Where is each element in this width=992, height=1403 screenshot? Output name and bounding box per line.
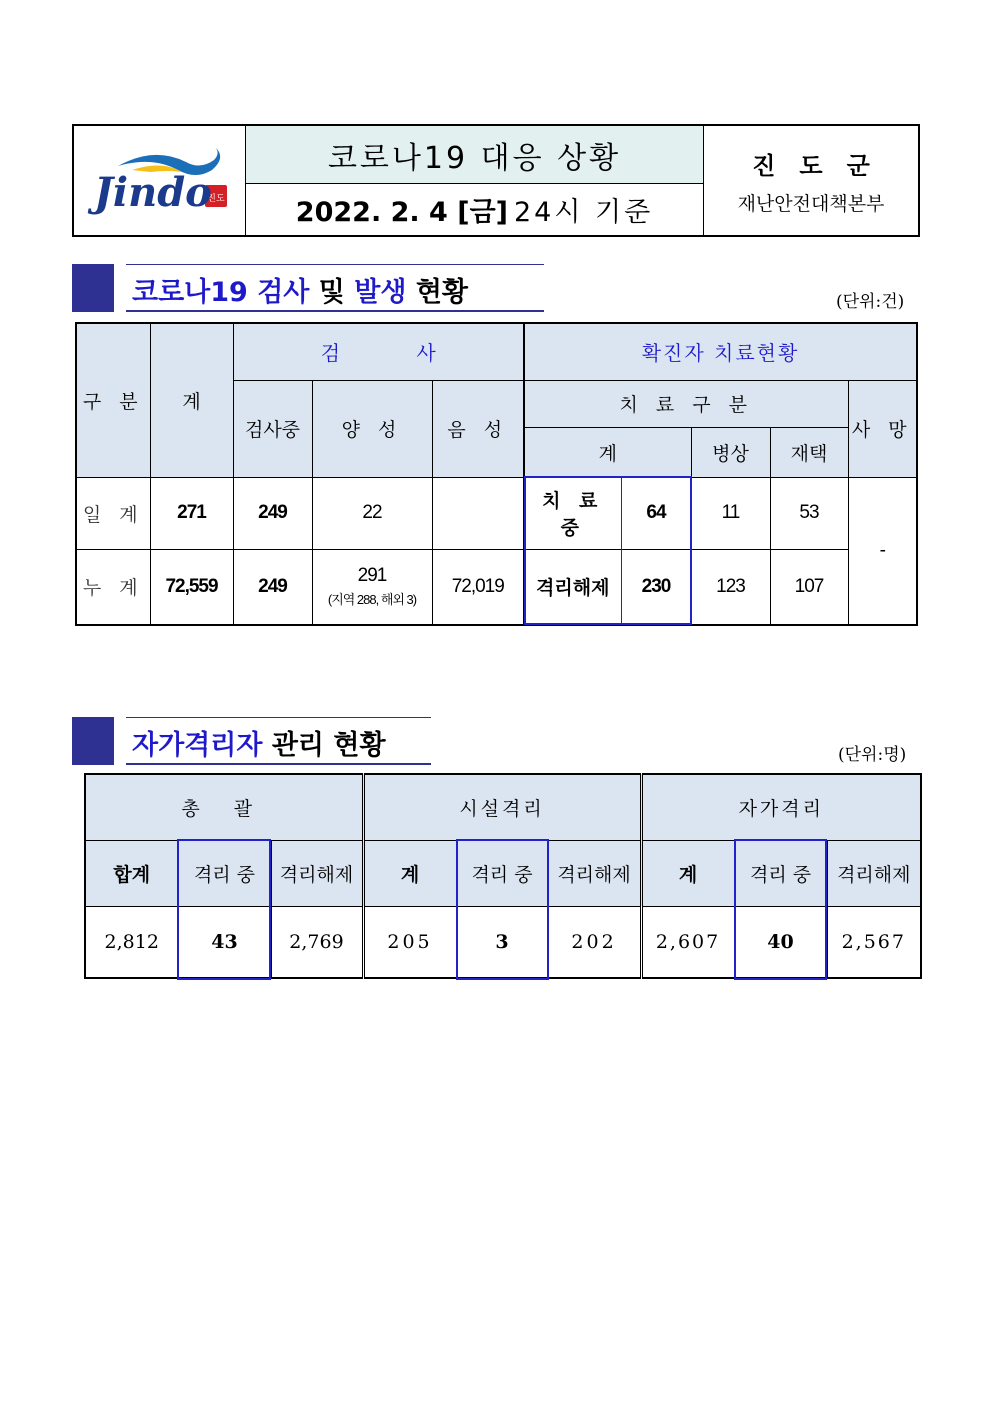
- row-negative: [432, 477, 524, 549]
- section2-overline: [126, 717, 431, 718]
- sub-header: 격리 중: [456, 840, 548, 906]
- death-value: -: [848, 477, 917, 625]
- section1-marker: [72, 264, 114, 312]
- logo-cell: [74, 126, 246, 235]
- header-category: 구 분: [76, 323, 150, 477]
- header-death: 사 망: [848, 380, 917, 477]
- row-positive-detail: (지역 288, 해외 3): [327, 592, 417, 608]
- section2-title-part2: 관리 현황: [262, 730, 386, 761]
- value-cell: 40: [734, 906, 827, 978]
- header-test: 검 사: [233, 323, 524, 380]
- section1-overline: [126, 264, 544, 265]
- row-home: 53: [770, 477, 848, 549]
- table-row: [76, 549, 917, 625]
- header-home: 재택: [770, 427, 848, 477]
- row-status-count: 230: [621, 549, 691, 625]
- header-confirmed: 확진자 치료현황: [524, 323, 917, 380]
- section2-title-part1: 자가격리자: [132, 730, 263, 761]
- section1-title-part2: 및: [309, 277, 355, 308]
- value-cell: 2,567: [827, 906, 921, 978]
- row-status: 치 료 중: [524, 477, 621, 549]
- header-negative: 음 성: [432, 380, 524, 477]
- header-hospital: 병상: [691, 427, 770, 477]
- quarantine-table: [84, 773, 922, 979]
- value-cell: 2,769: [271, 906, 363, 978]
- sub-header: 격리해제: [271, 840, 363, 906]
- sub-header: 합계: [85, 840, 178, 906]
- sub-header: 격리해제: [548, 840, 641, 906]
- group-header: 시설격리: [363, 774, 641, 840]
- value-cell: 43: [178, 906, 271, 978]
- header-treatment-type: 치 료 구 분: [524, 380, 848, 427]
- row-label: 일 계: [76, 477, 150, 549]
- value-cell: 202: [548, 906, 641, 978]
- section1-title-part4: 현황: [406, 277, 469, 308]
- group-header: 자가격리: [641, 774, 921, 840]
- section1-title-part1: 코로나19 검사: [132, 277, 310, 308]
- value-cell: 2,607: [641, 906, 734, 978]
- value-cell: 2,812: [85, 906, 178, 978]
- row-negative: 72,019: [432, 549, 524, 625]
- value-cell: 205: [363, 906, 456, 978]
- date-rest: 24시 기준: [514, 197, 654, 228]
- sub-header: 격리해제: [827, 840, 921, 906]
- value-cell: 3: [456, 906, 548, 978]
- row-total: 271: [150, 477, 233, 549]
- date-bold: 2022. 2. 4 [금]: [295, 197, 508, 228]
- row-status: 격리해제: [524, 549, 621, 625]
- svg-text:진도: 진도: [207, 194, 225, 204]
- row-label: 누 계: [76, 549, 150, 625]
- sub-header: 계: [363, 840, 456, 906]
- header-testing: 검사중: [233, 380, 312, 477]
- section1-underline: [126, 310, 544, 312]
- section1-title-part3: 발생: [354, 277, 407, 308]
- row-home: 107: [770, 549, 848, 625]
- sub-header: 계: [641, 840, 734, 906]
- row-positive: 22: [312, 477, 432, 549]
- section2-unit: (단위:명): [838, 745, 907, 765]
- group-header: 총 괄: [85, 774, 363, 840]
- page-title: 코로나19 대응 상황: [246, 126, 703, 184]
- report-header: [72, 124, 920, 237]
- row-total: 72,559: [150, 549, 233, 625]
- section1-title: [132, 270, 468, 309]
- section1-unit: (단위:건): [836, 292, 905, 312]
- row-status-count: 64: [621, 477, 691, 549]
- row-hospital: 123: [691, 549, 770, 625]
- row-hospital: 11: [691, 477, 770, 549]
- org-name: 진도군: [752, 150, 894, 180]
- sub-header: 격리 중: [734, 840, 827, 906]
- header-positive: 양 성: [312, 380, 432, 477]
- row-positive-cell: [312, 549, 432, 625]
- treatment-highlight-divider: [621, 477, 622, 624]
- jindo-logo-wave-icon: [74, 126, 246, 235]
- section2-title: [132, 723, 386, 762]
- title-cell: [246, 126, 704, 235]
- row-testing: 249: [233, 477, 312, 549]
- section2-underline: [126, 763, 431, 765]
- row-positive: 291: [357, 565, 387, 587]
- table-row: [76, 477, 917, 549]
- header-total: 계: [150, 323, 233, 477]
- logo-text: Jindo: [94, 169, 212, 216]
- table-row: [85, 906, 921, 978]
- org-dept: 재난안전대책본부: [737, 192, 885, 215]
- row-testing: 249: [233, 549, 312, 625]
- covid-test-table: [75, 322, 918, 626]
- org-cell: [704, 126, 918, 235]
- section2-marker: [72, 717, 114, 765]
- report-date: [246, 184, 703, 235]
- header-treatment-total: 계: [524, 427, 691, 477]
- sub-header: 격리 중: [178, 840, 271, 906]
